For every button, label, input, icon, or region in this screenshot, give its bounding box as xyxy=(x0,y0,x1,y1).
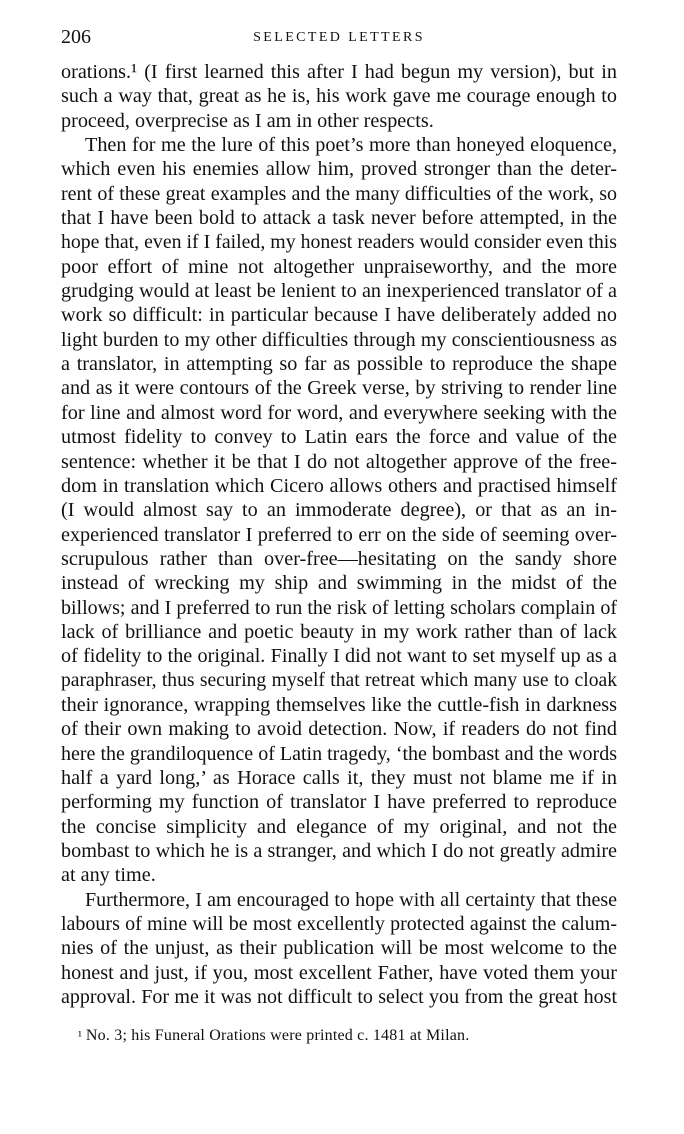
text-line: Then for me the lure of this poet’s more than honeyed eloquence, xyxy=(85,134,617,157)
text-line: instead of wrecking my ship and swimming in the midst of the xyxy=(61,572,617,595)
text-line: and as it were contours of the Greek verse, by striving to render line xyxy=(61,377,617,400)
text-line: of fidelity to the original. Finally I did not want to set myself up as a xyxy=(61,645,617,668)
text-line: of their own making to avoid detection. Now, if readers do not find xyxy=(61,718,617,741)
text-line: that I have been bold to attack a task never before attempted, in the xyxy=(61,207,617,230)
text-line: scrupulous rather than over-free—hesitating on the sandy shore xyxy=(61,547,617,570)
text-line: hope that, even if I failed, my honest readers would consider even this xyxy=(61,231,617,254)
text-line: Furthermore, I am encouraged to hope with all certainty that these xyxy=(85,888,617,911)
text-line: orations.¹ (I first learned this after I had begun my version), but in xyxy=(61,61,617,83)
text-line: rent of these great examples and the many difficulties of the work, so xyxy=(61,182,617,205)
running-head: SELECTED LETTERS xyxy=(253,30,425,45)
text-line: half a yard long,’ as Horace calls it, they must not blame me if in xyxy=(61,766,617,789)
text-line: at any time. xyxy=(61,864,156,887)
page-number: 206 xyxy=(61,26,91,48)
text-line: such a way that, great as he is, his work gave me courage enough to xyxy=(61,85,617,108)
text-line: utmost fidelity to convey to Latin ears the force and value of the xyxy=(61,426,617,449)
text-line: light burden to my other difficulties through my conscientiousness as xyxy=(61,328,617,351)
text-line: experienced translator I preferred to err on the side of seeming over- xyxy=(61,523,617,546)
text-line: work so difficult: in particular because I have deliberately added no xyxy=(61,304,617,327)
text-line: here the grandiloquence of Latin tragedy, ‘the bombast and the words xyxy=(61,742,617,765)
text-line: performing my function of translator I have preferred to reproduce xyxy=(61,791,617,814)
text-line: nies of the unjust, as their publication will be most welcome to the xyxy=(61,937,617,960)
text-line: approval. For me it was not difficult to select you from the great host xyxy=(61,986,617,1009)
text-line: honest and just, if you, most excellent Father, have voted them your xyxy=(61,961,617,984)
text-line: the concise simplicity and elegance of my original, and not the xyxy=(61,815,617,838)
text-line: their ignorance, wrapping themselves like the cuttle-fish in darkness xyxy=(61,693,617,716)
text-line: (I would almost say to an immoderate degree), or that as an in- xyxy=(61,499,617,522)
text-line: a translator, in attempting so far as possible to reproduce the shape xyxy=(61,353,617,376)
text-line: lack of brilliance and poetic beauty in my work rather than of lack xyxy=(61,620,617,643)
text-line: bombast to which he is a stranger, and which I do not greatly admire xyxy=(61,840,617,862)
text-line: grudging would at least be lenient to an inexperienced translator of a xyxy=(61,280,617,303)
text-line: paraphraser, thus securing myself that retreat which many use to cloak xyxy=(61,669,617,691)
text-line: sentence: whether it be that I do not altogether approve of the free- xyxy=(61,450,617,473)
text-line: billows; and I preferred to run the risk of letting scholars complain of xyxy=(61,596,617,619)
page-header xyxy=(61,24,617,50)
text-line: which even his enemies allow him, proved stronger than the deter- xyxy=(61,158,617,181)
footnote-text: No. 3; his Funeral Orations were printed c. 1481 at Milan. xyxy=(85,1027,470,1044)
body-text xyxy=(61,60,617,1009)
footnote xyxy=(78,1026,469,1046)
text-line: dom in translation which Cicero allows others and practised himself xyxy=(61,474,617,497)
text-line: proceed, overprecise as I am in other respects. xyxy=(61,109,434,132)
footnote-marker: ¹ xyxy=(78,1028,82,1043)
text-line: for line and almost word for word, and everywhere seeking with the xyxy=(61,401,617,424)
text-line: poor effort of mine not altogether unpraiseworthy, and the more xyxy=(61,255,617,278)
text-line: labours of mine will be most excellently protected against the calum- xyxy=(61,913,617,936)
